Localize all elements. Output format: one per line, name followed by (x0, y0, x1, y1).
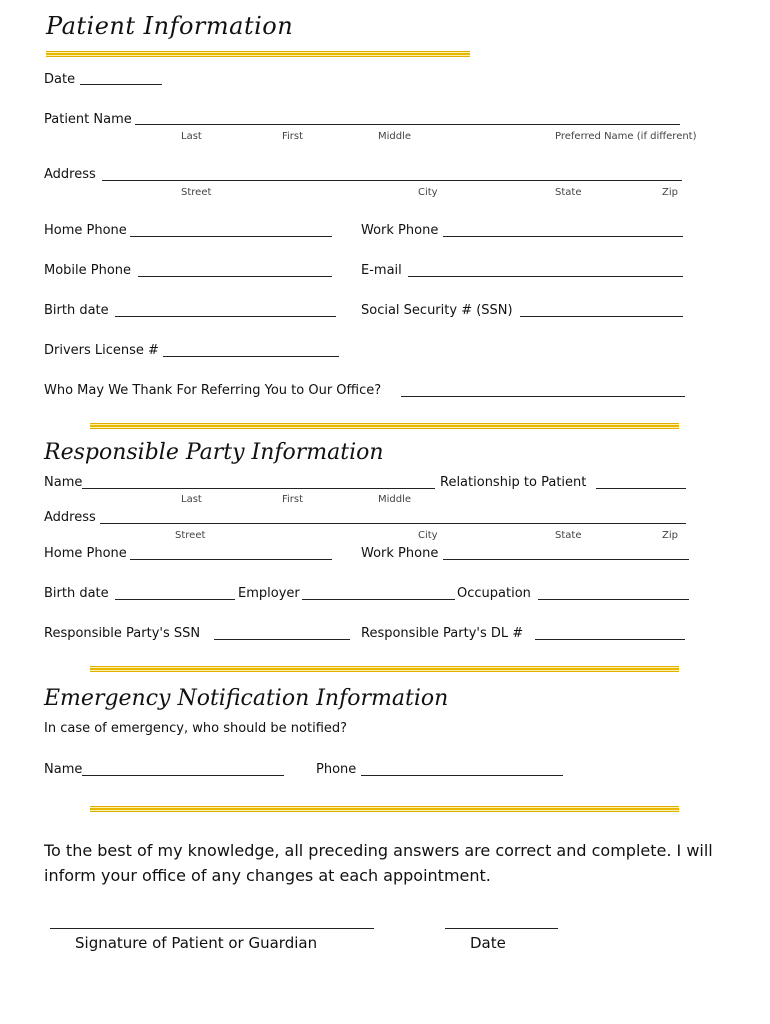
attestation-text: To the best of my knowledge, all preceding answers are correct and complete. I will inform your office of any changes at each appointment. (44, 841, 713, 885)
occupation-label: Occupation (457, 586, 531, 601)
address-field[interactable] (102, 180, 682, 181)
employer-label: Employer (238, 586, 300, 601)
section-divider (90, 666, 679, 672)
work-phone-label: Work Phone (361, 223, 439, 238)
home-phone-field[interactable] (130, 236, 332, 237)
relationship-label: Relationship to Patient (440, 475, 587, 490)
section-divider (90, 806, 679, 812)
last-name-caption: Last (181, 494, 202, 505)
responsible-dl-field[interactable] (535, 639, 685, 640)
middle-name-caption: Middle (378, 494, 412, 505)
address-label: Address (44, 167, 96, 182)
zip-caption: Zip (662, 530, 678, 541)
email-label: E-mail (361, 263, 402, 278)
zip-caption: Zip (662, 187, 678, 198)
section-divider (46, 51, 470, 57)
patient-section-title: Patient Information (46, 12, 294, 40)
responsible-ssn-field[interactable] (214, 639, 350, 640)
responsible-home-phone-label: Home Phone (44, 546, 127, 561)
referral-field[interactable] (401, 396, 685, 397)
ssn-label: Social Security # (SSN) (361, 303, 513, 318)
signature-label: Signature of Patient or Guardian (75, 934, 318, 952)
referral-label: Who May We Thank For Referring You to Our Office? (44, 383, 382, 398)
emergency-section-title: Emergency Notification Information (44, 686, 449, 711)
patient-name-field[interactable] (135, 124, 680, 125)
date-label: Date (44, 72, 76, 87)
responsible-home-phone-field[interactable] (130, 559, 332, 560)
responsible-section-title: Responsible Party Information (44, 440, 384, 465)
last-name-caption: Last (181, 131, 202, 142)
street-caption: Street (175, 530, 206, 541)
state-caption: State (555, 187, 582, 198)
emergency-name-label: Name (44, 762, 83, 777)
street-caption: Street (181, 187, 212, 198)
birth-date-field[interactable] (115, 316, 336, 317)
home-phone-label: Home Phone (44, 223, 127, 238)
preferred-name-caption: Preferred Name (if different) (555, 131, 697, 142)
first-name-caption: First (282, 131, 304, 142)
responsible-work-phone-label: Work Phone (361, 546, 439, 561)
responsible-birth-date-field[interactable] (115, 599, 235, 600)
patient-name-label: Patient Name (44, 112, 132, 127)
responsible-address-label: Address (44, 510, 96, 525)
email-field[interactable] (408, 276, 683, 277)
section-divider (90, 423, 679, 429)
mobile-phone-label: Mobile Phone (44, 263, 132, 278)
responsible-work-phone-field[interactable] (443, 559, 689, 560)
responsible-name-field[interactable] (82, 488, 435, 489)
city-caption: City (418, 187, 438, 198)
signature-date-field[interactable] (445, 928, 558, 929)
work-phone-field[interactable] (443, 236, 683, 237)
occupation-field[interactable] (538, 599, 689, 600)
drivers-license-field[interactable] (163, 356, 339, 357)
emergency-name-field[interactable] (82, 775, 284, 776)
mobile-phone-field[interactable] (138, 276, 332, 277)
relationship-field[interactable] (596, 488, 686, 489)
signature-date-label: Date (470, 934, 506, 952)
employer-field[interactable] (302, 599, 455, 600)
responsible-ssn-label: Responsible Party's SSN (44, 626, 201, 641)
signature-field[interactable] (50, 928, 374, 929)
responsible-address-field[interactable] (100, 523, 686, 524)
emergency-question: In case of emergency, who should be notified? (44, 721, 348, 736)
responsible-birth-date-label: Birth date (44, 586, 109, 601)
middle-name-caption: Middle (378, 131, 412, 142)
emergency-phone-field[interactable] (361, 775, 563, 776)
responsible-name-label: Name (44, 475, 83, 490)
birth-date-label: Birth date (44, 303, 109, 318)
first-name-caption: First (282, 494, 304, 505)
ssn-field[interactable] (520, 316, 683, 317)
date-field[interactable] (80, 84, 162, 85)
responsible-dl-label: Responsible Party's DL # (361, 626, 524, 641)
city-caption: City (418, 530, 438, 541)
emergency-phone-label: Phone (316, 762, 357, 777)
state-caption: State (555, 530, 582, 541)
drivers-license-label: Drivers License # (44, 343, 159, 358)
